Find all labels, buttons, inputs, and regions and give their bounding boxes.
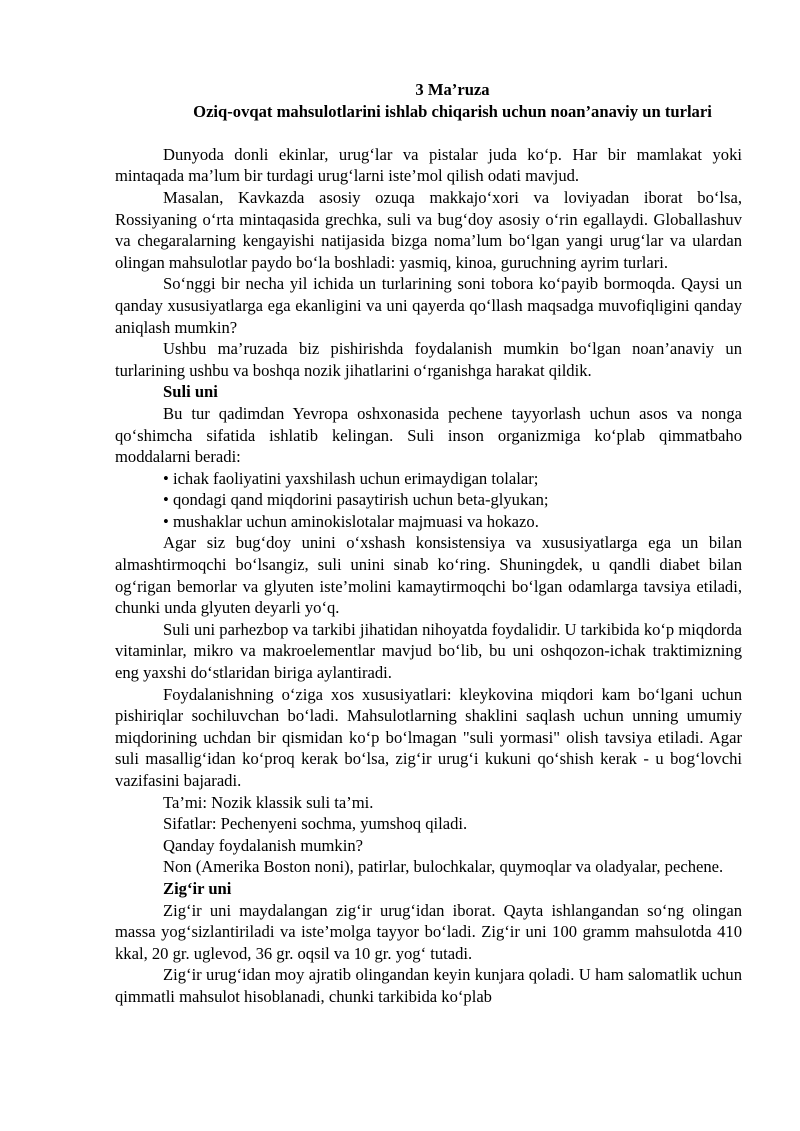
lecture-title: Oziq-ovqat mahsulotlarini ishlab chiqarish uchun noan’anaviy un turlari — [193, 101, 712, 121]
spacer — [115, 122, 742, 144]
suli-paragraph: Bu tur qadimdan Yevropa oshxonasida pechene tayyorlash uchun asos va nonga qo‘shimcha sifatida ishlatib kelingan. Suli inson organizmiga ko‘plab qimmatbaho moddalarni beradi: — [115, 403, 742, 467]
section-heading-suli: Suli uni — [163, 382, 218, 402]
document-page — [115, 79, 742, 1008]
suli-taste: Ta’mi: Nozik klassik suli ta’mi. — [163, 792, 374, 812]
bullet-item: • qondagi qand miqdorini pasaytirish uchun beta-glyukan; — [163, 490, 549, 510]
suli-usage-answer: Non (Amerika Boston noni), patirlar, bulochkalar, quymoqlar va oladyalar, pechene. — [163, 857, 724, 877]
intro-paragraph: Ushbu ma’ruzada biz pishirishda foydalanish mumkin bo‘lgan noan’anaviy un turlarining ushbu va boshqa nozik jihatlarini o‘rganishga harakat qildik. — [115, 339, 742, 380]
zigir-paragraph: Zig‘ir urug‘idan moy ajratib olingandan keyin kunjara qoladi. U ham salomatlik uchun qimmatli mahsulot hisoblanadi, chunki tarkibida ko‘plab — [115, 965, 742, 1006]
suli-usage-question: Qanday foydalanish mumkin? — [163, 835, 364, 855]
suli-paragraph: Agar siz bug‘doy unini o‘xshash konsistensiya va xususiyatlarga ega un bilan almashtirmoqchi bo‘lsangiz, suli unini sinab ko‘ring. Shuningdek, u qandli diabet bilan og‘rigan bemorlar va glyuten iste’molini kamaytirmoqchi bo‘lgan odamlarga tavsiya etiladi, chunki unda glyuten deyarli yo‘q. — [115, 533, 742, 618]
bullet-item: • ichak faoliyatini yaxshilash uchun erimaydigan tolalar; — [163, 468, 539, 488]
bullet-item: • mushaklar uchun aminokislotalar majmuasi va hokazo. — [163, 511, 539, 531]
suli-paragraph: Foydalanishning o‘ziga xos xususiyatlari: kleykovina miqdori kam bo‘lgani uchun pishiriqlar sochiluvchan bo‘ladi. Mahsulotlarning shaklini saqlash uchun unning umumiy miqdorining uchdan bir qismidan ko‘p bo‘lmagan "suli yormasi" olish tavsiya etiladi. Agar suli masallig‘idan ko‘proq kerak bo‘lsa, zig‘ir urug‘i kukuni qo‘shish kerak - u bog‘lovchi vazifasini bajaradi. — [115, 684, 742, 790]
intro-paragraph: So‘nggi bir necha yil ichida un turlarining soni tobora ko‘payib bormoqda. Qaysi un qanday xususiyatlarga ega ekanligini va uni qayerda qo‘llash maqsadga muvofiqligini qanday aniqlash mumkin? — [115, 274, 742, 337]
section-heading-zigir: Zig‘ir uni — [163, 878, 232, 898]
intro-paragraph: Masalan, Kavkazda asosiy ozuqa makkajo‘xori va loviyadan iborat bo‘lsa, Rossiyaning o‘rta mintaqasida grechka, suli va bug‘doy asosiy o‘rin egallaydi. Globallashuv va chegaralarning kengayishi natijasida bizga noma’lum bo‘lgan yangi urug‘lar va ulardan olingan mahsulotlar paydo bo‘la boshladi: yasmiq, kinoa, guruchning ayrim turlari. — [115, 187, 742, 272]
intro-paragraph: Dunyoda donli ekinlar, urug‘lar va pistalar juda ko‘p. Har bir mamlakat yoki mintaqada ma’lum bir turdagi urug‘larni iste’mol qilish odati mavjud. — [115, 144, 742, 186]
suli-properties: Sifatlar: Pechenyeni sochma, yumshoq qiladi. — [163, 814, 468, 834]
suli-paragraph: Suli uni parhezbop va tarkibi jihatidan nihoyatda foydalidir. U tarkibida ko‘p miqdorda vitaminlar, mikro va makroelementlar mavjud bo‘lib, bu uni oshqozon-ichak traktimizning eng yaxshi do‘stlaridan biriga aylantiradi. — [115, 619, 742, 683]
lecture-number: 3 Ma’ruza — [415, 80, 490, 99]
zigir-paragraph: Zig‘ir uni maydalangan zig‘ir urug‘idan iborat. Qayta ishlangandan so‘ng olingan massa yog‘sizlantiriladi va iste’molga tayyor bo‘ladi. Zig‘ir uni 100 gramm mahsulotda 410 kkal, 20 gr. uglevod, 36 gr. oqsil va 10 gr. yog‘ tutadi. — [115, 900, 742, 963]
